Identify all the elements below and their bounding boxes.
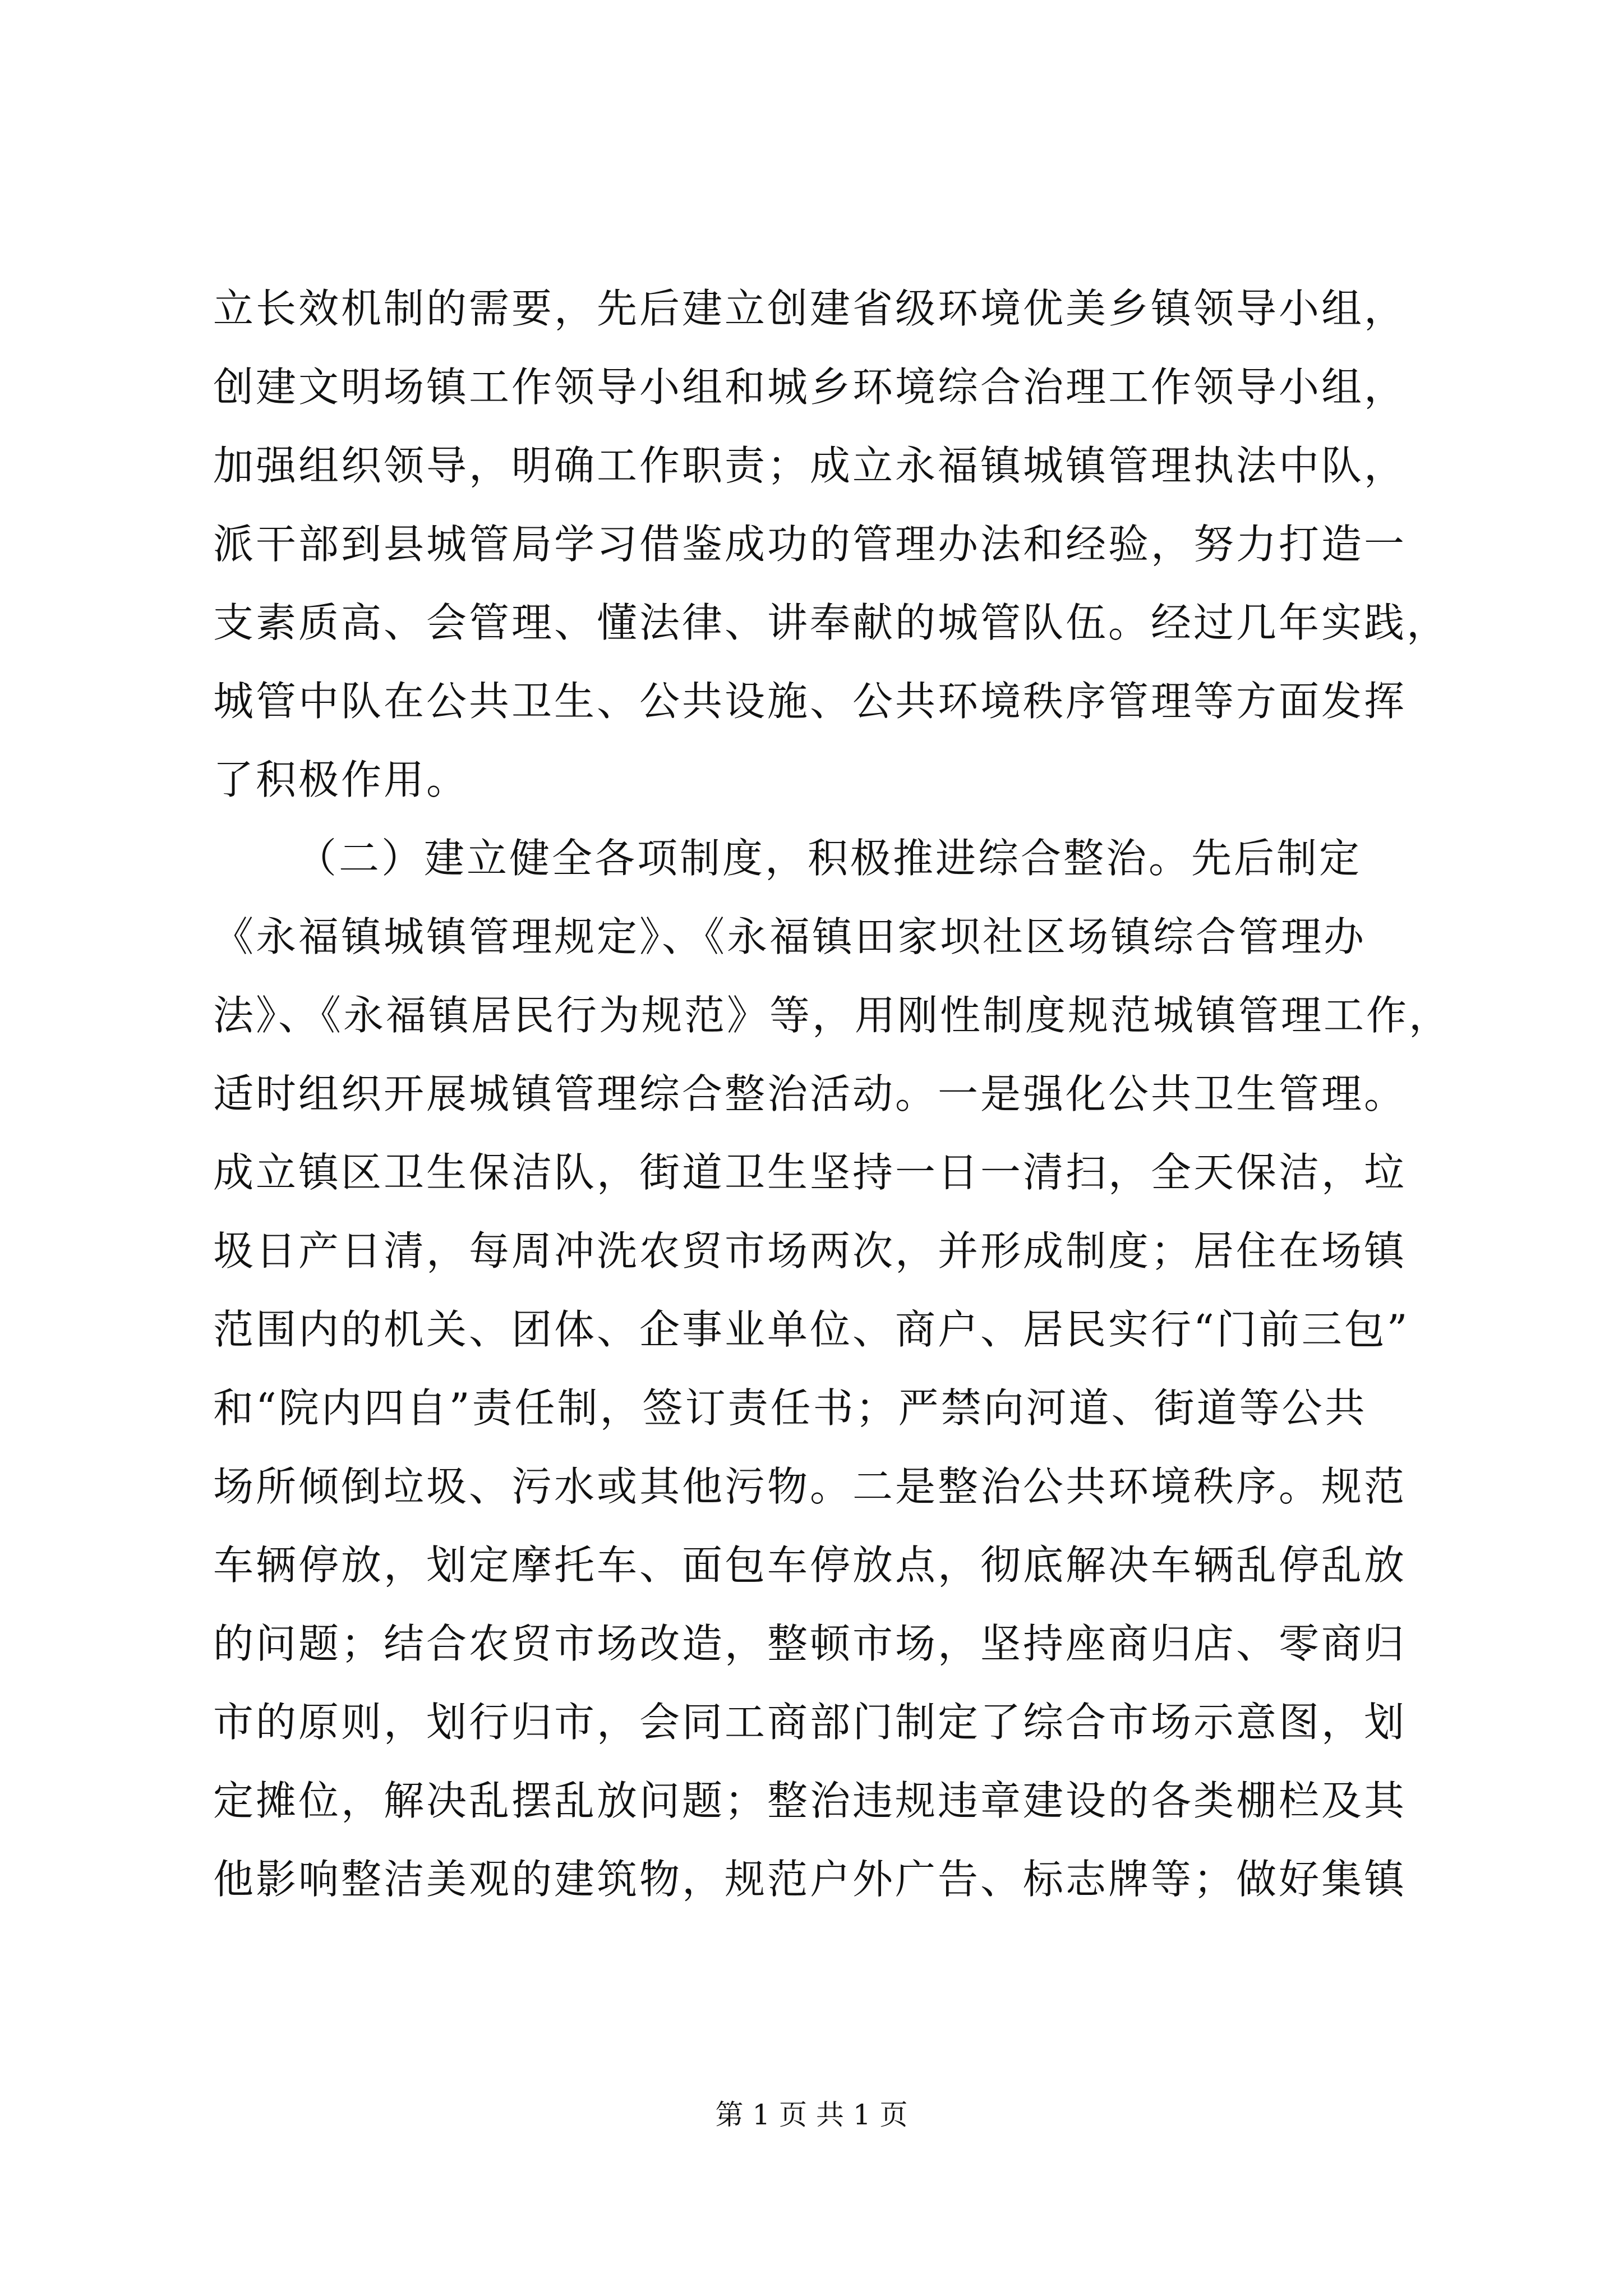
text-line: 范围内的机关、团体、企事业单位、商户、居民实行“门前三包” <box>213 1306 1410 1353</box>
text-line: 圾日产日清，每周冲洗农贸市场两次，并形成制度；居住在场镇 <box>213 1227 1407 1274</box>
paragraph-start-line: （二）建立健全各项制度，积极推进综合整治。先后制定 <box>296 835 1362 882</box>
text-line: 成立镇区卫生保洁队，街道卫生坚持一日一清扫，全天保洁，垃 <box>213 1149 1407 1196</box>
text-line: 了积极作用。 <box>213 756 469 803</box>
text-line: 车辆停放，划定摩托车、面包车停放点，彻底解决车辆乱停乱放 <box>213 1542 1407 1589</box>
text-line: 法》、《永福镇居民行为规范》等，用刚性制度规范城镇管理工作， <box>213 992 1452 1039</box>
text-line: 的问题；结合农贸市场改造，整顿市场，坚持座商归店、零商归 <box>213 1620 1407 1667</box>
text-line: 场所倾倒垃圾、污水或其他污物。二是整治公共环境秩序。规范 <box>213 1463 1407 1510</box>
text-line: 立长效机制的需要，先后建立创建省级环境优美乡镇领导小组， <box>213 285 1407 332</box>
page-number-footer: 第 1 页 共 1 页 <box>715 2099 908 2131</box>
body-text <box>213 269 1452 1918</box>
text-line: 他影响整洁美观的建筑物，规范户外广告、标志牌等；做好集镇 <box>213 1856 1407 1903</box>
text-line: 定摊位，解决乱摆乱放问题；整治违规违章建设的各类棚栏及其 <box>213 1777 1407 1824</box>
text-line: 市的原则，划行归市，会同工商部门制定了综合市场示意图，划 <box>213 1699 1407 1746</box>
text-line: 支素质高、会管理、懂法律、讲奉献的城管队伍。经过几年实践， <box>213 599 1450 646</box>
text-line: 城管中队在公共卫生、公共设施、公共环境秩序管理等方面发挥 <box>213 678 1407 725</box>
text-line: 加强组织领导，明确工作职责；成立永福镇城镇管理执法中队， <box>213 442 1407 489</box>
text-line: 创建文明场镇工作领导小组和城乡环境综合治理工作领导小组， <box>213 364 1407 411</box>
text-line: 《永福镇城镇管理规定》、《永福镇田家坝社区场镇综合管理办 <box>213 913 1367 960</box>
text-line: 派干部到县城管局学习借鉴成功的管理办法和经验，努力打造一 <box>213 521 1407 568</box>
text-line: 适时组织开展城镇管理综合整治活动。一是强化公共卫生管理。 <box>213 1070 1407 1117</box>
text-line: 和“院内四自”责任制，签订责任书；严禁向河道、街道等公共 <box>213 1384 1367 1432</box>
